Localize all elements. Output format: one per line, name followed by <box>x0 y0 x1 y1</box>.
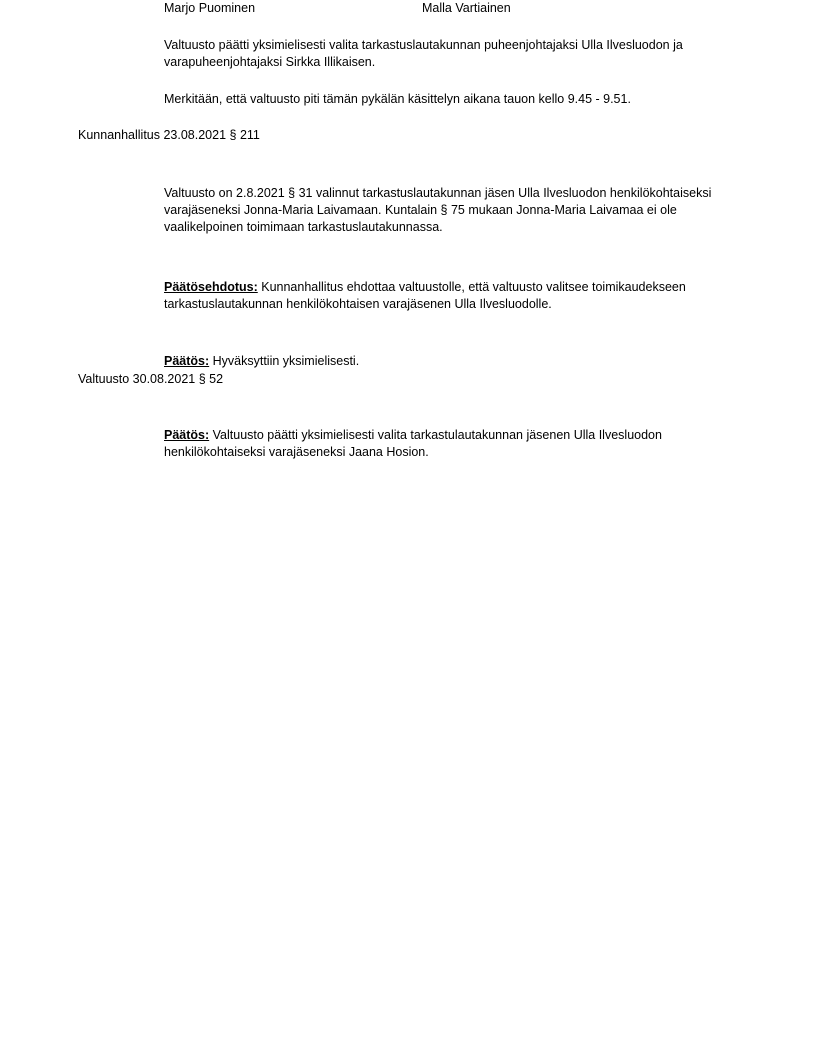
paragraph-background: Valtuusto on 2.8.2021 § 31 valinnut tarkastuslautakunnan jäsen Ulla Ilvesluodon henkilökohtaiseksi varajäseneksi Jonna-Maria Laivamaan. Kuntalain § 75 mukaan Jonna-Maria Laivamaa ei ole vaalikelpoinen toimimaan tarkastuslautakunnassa. <box>164 186 712 234</box>
paragraph-decision-chair: Valtuusto päätti yksimielisesti valita tarkastuslautakunnan puheenjohtajaksi Ulla Ilvesluodon ja varapuheenjohtajaksi Sirkka Illikaisen. <box>164 38 683 69</box>
decision-text-2: Valtuusto päätti yksimielisesti valita tarkastulautakunnan jäsenen Ulla Ilvesluodon henkilökohtaiseksi varajäseneksi Jaana Hosion. <box>164 428 662 459</box>
decision-text-1: Hyväksyttiin yksimielisesti. <box>209 354 360 368</box>
decision-label-1: Päätös: <box>164 354 210 368</box>
signatory-names-row <box>164 0 744 17</box>
decision-block-1 <box>164 353 734 370</box>
decision-label-2: Päätös: <box>164 428 210 442</box>
decision-block-2 <box>164 427 734 461</box>
proposal-label: Päätösehdotus: <box>164 280 258 294</box>
proposal-text: Kunnanhallitus ehdottaa valtuustolle, että valtuusto valitsee toimikaudekseen tarkastuslautakunnan henkilökohtaisen varajäsenen Ulla Ilvesluodolle. <box>164 280 686 311</box>
heading-kunnanhallitus: Kunnanhallitus 23.08.2021 § 211 <box>78 128 260 142</box>
proposal-block <box>164 279 734 313</box>
paragraph-break-note: Merkitään, että valtuusto piti tämän pykälän käsittelyn aikana tauon kello 9.45 - 9.51. <box>164 92 631 106</box>
signatory-name-left: Marjo Puominen <box>164 1 256 15</box>
signatory-name-right: Malla Vartiainen <box>422 1 511 15</box>
heading-valtuusto: Valtuusto 30.08.2021 § 52 <box>78 372 224 386</box>
